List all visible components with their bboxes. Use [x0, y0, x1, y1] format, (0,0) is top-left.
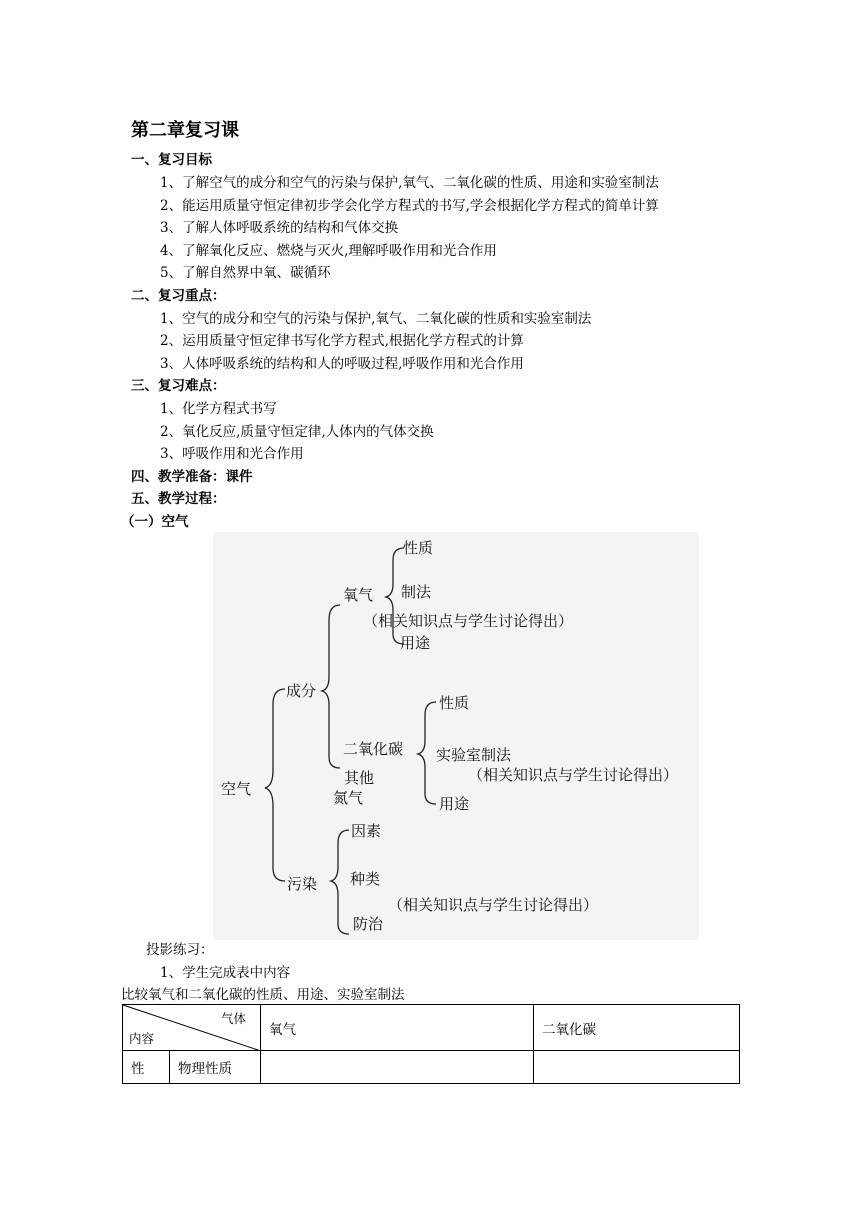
node-co2: 二氧化碳	[343, 740, 404, 758]
cell-oxygen-physical[interactable]	[261, 1051, 534, 1084]
list-item: 5、了解自然界中氧、碳循环	[160, 265, 331, 281]
node-co2-preparation: 实验室制法	[436, 746, 512, 764]
list-item: 3、了解人体呼吸系统的结构和气体交换	[160, 220, 399, 236]
list-item: 1、了解空气的成分和空气的污染与保护,氧气、二氧化碳的性质、用途和实验室制法	[160, 175, 659, 191]
table-title: 比较氧气和二氧化碳的性质、用途、实验室制法	[121, 987, 405, 1003]
page-title: 第二章复习课	[131, 120, 239, 141]
exercise-label: 投影练习：	[146, 942, 214, 958]
node-oxygen-note: （相关知识点与学生讨论得出）	[363, 612, 574, 630]
column-header-co2: 二氧化碳	[534, 1005, 740, 1051]
list-item: 4、了解氧化反应、燃烧与灭火,理解呼吸作用和光合作用	[160, 243, 497, 259]
node-composition: 成分	[286, 682, 317, 700]
corner-label-content: 内容	[129, 1031, 155, 1046]
section-heading-focus: 二、复习重点：	[131, 288, 226, 304]
cell-co2-physical[interactable]	[534, 1051, 740, 1084]
node-other: 其他	[344, 769, 375, 787]
list-item: 2、氧化反应,质量守恒定律,人体内的气体交换	[160, 424, 434, 440]
node-nitrogen: 氮气	[333, 789, 364, 807]
node-oxygen-use: 用途	[400, 634, 431, 652]
node-co2-note: （相关知识点与学生讨论得出）	[468, 766, 679, 784]
comparison-table	[122, 1004, 740, 1084]
node-oxygen: 氧气	[343, 586, 374, 604]
node-pollution-kinds: 种类	[350, 870, 381, 888]
node-pollution: 污染	[287, 875, 318, 893]
list-item: 3、呼吸作用和光合作用	[160, 446, 304, 462]
section-heading-goals: 一、复习目标	[131, 152, 212, 168]
node-air: 空气	[221, 780, 252, 798]
list-item: 2、运用质量守恒定律书写化学方程式,根据化学方程式的计算	[160, 333, 524, 349]
column-header-oxygen: 氧气	[261, 1005, 534, 1051]
exercise-item: 1、学生完成表中内容	[160, 965, 291, 981]
list-item: 2、能运用质量守恒定律初步学会化学方程式的书写,学会根据化学方程式的简单计算	[160, 198, 659, 214]
section-heading-process: 五、教学过程：	[131, 491, 226, 507]
section-heading-difficulties: 三、复习难点：	[131, 378, 226, 394]
corner-label-gas: 气体	[220, 1011, 246, 1026]
node-oxygen-preparation: 制法	[401, 583, 432, 601]
bracket-lines	[213, 532, 699, 940]
node-pollution-prevention: 防治	[353, 915, 384, 933]
node-co2-properties: 性质	[439, 694, 470, 712]
air-concept-diagram	[213, 532, 699, 940]
node-pollution-factors: 因素	[351, 822, 382, 840]
section-heading-preparation: 四、教学准备：课件	[131, 469, 253, 485]
node-pollution-note: （相关知识点与学生讨论得出）	[388, 896, 599, 914]
list-item: 3、人体呼吸系统的结构和人的呼吸过程,呼吸作用和光合作用	[160, 356, 524, 372]
table-corner-cell	[123, 1005, 261, 1051]
node-oxygen-properties: 性质	[403, 539, 434, 557]
list-item: 1、化学方程式书写	[160, 401, 277, 417]
row-group-label: 性	[123, 1051, 170, 1084]
table-header-row	[123, 1005, 740, 1051]
row-label-physical: 物理性质	[170, 1051, 261, 1084]
subsection-heading-air: （一）空气	[121, 514, 189, 530]
table-row	[123, 1051, 740, 1084]
node-co2-use: 用途	[439, 795, 470, 813]
list-item: 1、空气的成分和空气的污染与保护,氧气、二氧化碳的性质和实验室制法	[160, 311, 592, 327]
